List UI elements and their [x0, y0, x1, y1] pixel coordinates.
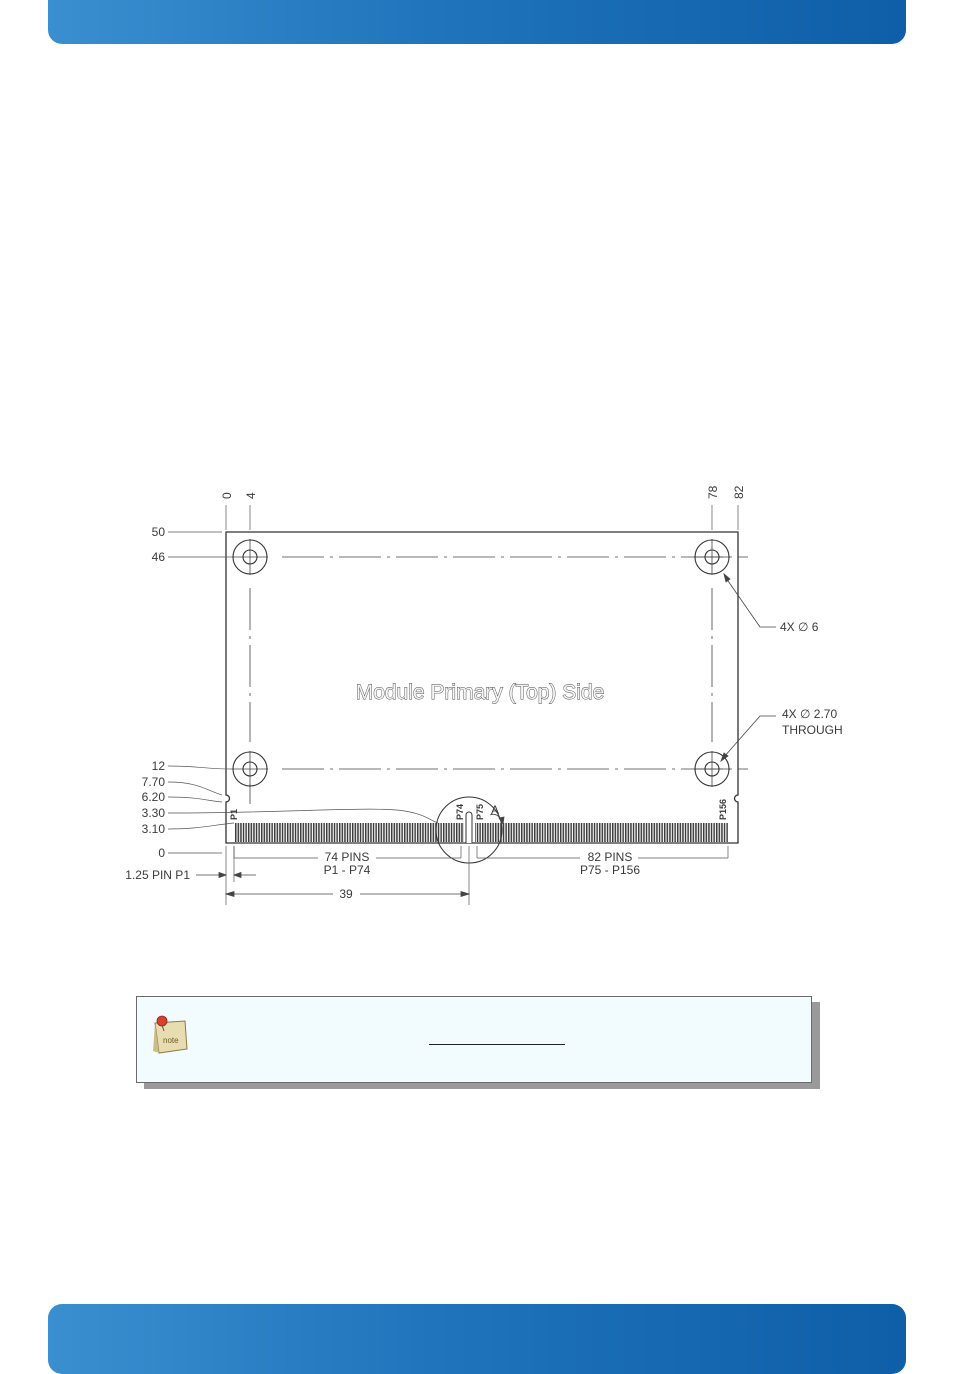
pin-row-right [475, 823, 728, 842]
y-tick-3-10: 3.10 [141, 822, 165, 836]
right-pins-count: 82 PINS [587, 850, 633, 864]
mount-hole-callout: 4X ∅ 6 [780, 620, 819, 634]
y-tick-46: 46 [151, 550, 165, 564]
left-pins-count: 74 PINS [324, 850, 370, 864]
svg-text:note: note [163, 1036, 179, 1045]
x-tick-4: 4 [244, 492, 258, 499]
pin-label-p74: P74 [455, 803, 465, 820]
pin-label-p156: P156 [718, 798, 728, 820]
note-icon [151, 1015, 191, 1059]
key-distance-label: 39 [339, 887, 353, 901]
y-tick-6-20: 6.20 [141, 790, 165, 804]
detail-label: A [491, 803, 500, 817]
footer-banner [48, 1304, 906, 1374]
pin-label-p1: P1 [229, 808, 239, 820]
left-pins-range: P1 - P74 [323, 863, 371, 877]
x-tick-78: 78 [706, 485, 720, 499]
note-link[interactable] [429, 1030, 565, 1045]
module-dimension-drawing [0, 470, 954, 920]
through-hole-callout-line1: 4X ∅ 2.70 [782, 707, 838, 721]
drawing-title: Module Primary (Top) Side [355, 681, 605, 704]
x-tick-0: 0 [220, 492, 234, 499]
pin-row-left [235, 823, 464, 842]
pin1-offset-label: 1.25 PIN P1 [125, 868, 190, 882]
x-tick-82: 82 [732, 485, 746, 499]
note-box [136, 996, 812, 1083]
through-hole-callout-line2: THROUGH [782, 723, 843, 737]
right-pins-range: P75 - P156 [579, 863, 641, 877]
connector-key [466, 812, 472, 843]
y-tick-12: 12 [151, 759, 165, 773]
y-tick-0: 0 [158, 846, 165, 860]
header-banner [48, 0, 906, 44]
y-tick-3-30: 3.30 [141, 806, 165, 820]
pin-label-p75: P75 [475, 803, 485, 820]
y-tick-7-70: 7.70 [141, 775, 165, 789]
y-tick-50: 50 [151, 525, 165, 539]
